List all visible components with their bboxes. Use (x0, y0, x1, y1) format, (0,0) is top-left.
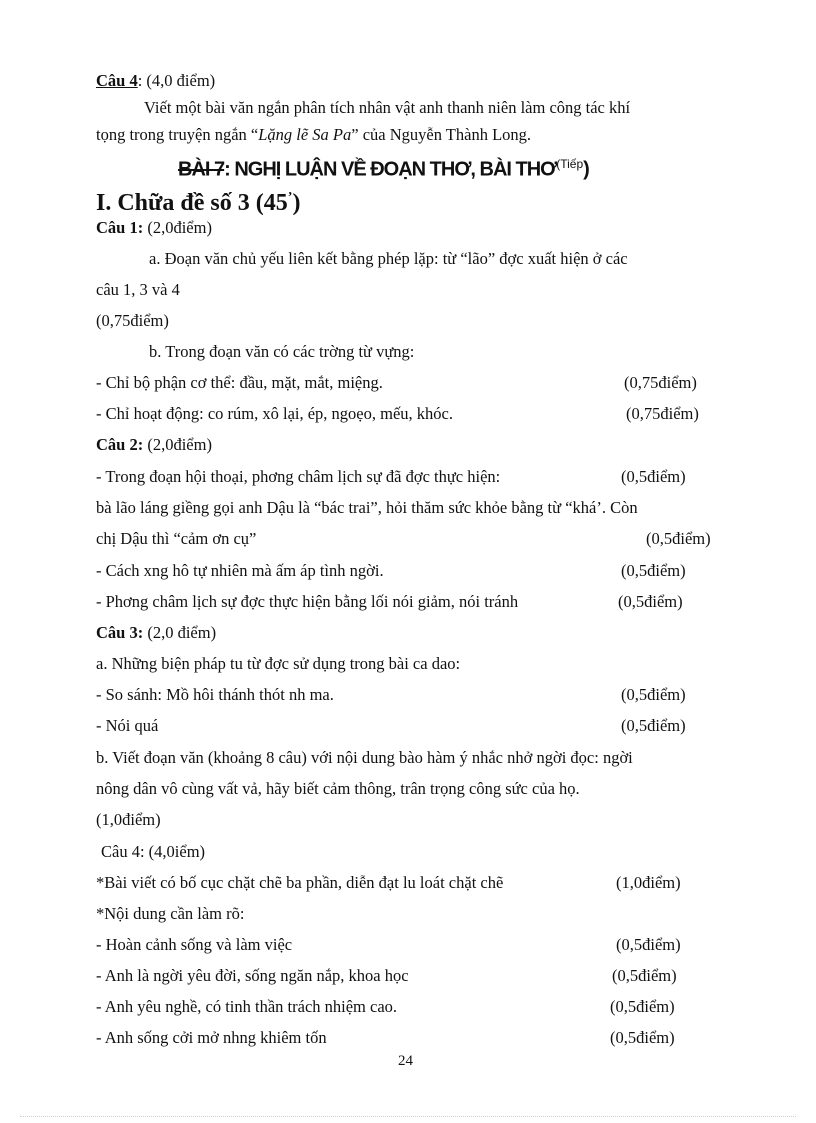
cau3-b-line2: nông dân vô cùng vất vả, hãy biết cảm thông, trân trọng công sức của họ. (96, 779, 580, 798)
cau3-b-score: (1,0điểm) (96, 810, 161, 829)
cau1-points: (2,0điểm) (143, 218, 212, 237)
cau4-item-score: (0,5điểm) (610, 1028, 675, 1047)
cau3-item2-score: (0,5điểm) (621, 716, 686, 735)
section-title-close: ) (292, 190, 301, 216)
lesson-title (178, 152, 589, 182)
section-title (96, 183, 300, 218)
cau2-line3-score: (0,5điểm) (646, 529, 711, 548)
cau4-item: - Anh là ngời yêu đời, sống ngăn nắp, khoa học (96, 966, 409, 985)
cau4-line1: *Bài viết có bố cục chặt chẽ ba phần, diễn đạt lu loát chặt chẽ (96, 873, 504, 892)
cau4-item-score: (0,5điểm) (616, 935, 681, 954)
cau1-a-score: (0,75điểm) (96, 311, 169, 330)
lesson-sup: (Tiếp (556, 157, 584, 171)
cau1-item: - Chỉ hoạt động: co rúm, xô lại, ép, ngoẹo, mếu, khóc. (96, 404, 453, 423)
section-title-text: I. Chữa đề số 3 (45 (96, 190, 288, 216)
cau4-item-score: (0,5điểm) (610, 997, 675, 1016)
cau4-item: - Anh yêu nghề, có tinh thần trách nhiệm cao. (96, 997, 398, 1016)
cau2-line5-score: (0,5điểm) (618, 592, 683, 611)
q4-prompt-line2 (96, 125, 531, 145)
cau2-line4-score: (0,5điểm) (621, 561, 686, 580)
cau1-heading (96, 218, 212, 238)
cau2-line1: - Trong đoạn hội thoại, phơng châm lịch sự đã đợc thực hiện: (96, 467, 501, 486)
q4-points: : (4,0 điểm) (137, 71, 216, 90)
cau2-points: (2,0điểm) (143, 435, 212, 454)
page-bottom-divider (20, 1116, 796, 1117)
cau1-b-line: b. Trong đoạn văn có các trờng từ vựng: (149, 342, 415, 361)
story-title: Lặng lẽ Sa Pa (258, 125, 352, 144)
cau2-line3: chị Dậu thì “cảm ơn cụ” (96, 529, 257, 548)
q4-prompt-post: ” của Nguyễn Thành Long. (351, 125, 532, 144)
cau3-item1: - So sánh: Mồ hôi thánh thót nh ma. (96, 685, 334, 704)
cau1-item: - Chỉ bộ phận cơ thể: đầu, mặt, mắt, miệng. (96, 373, 383, 392)
cau4-heading: Câu 4: (4,0iểm) (101, 842, 206, 861)
cau1-item-score: (0,75điểm) (624, 373, 697, 392)
page-number: 24 (398, 1053, 413, 1069)
section-title-sup: ’ (287, 190, 293, 205)
cau3-item2: - Nói quá (96, 716, 159, 735)
lesson-close: ) (583, 158, 589, 181)
cau2-label: Câu 2: (96, 435, 144, 454)
cau1-a-line1: a. Đoạn văn chủ yếu liên kết bằng phép lặp: từ “lão” đợc xuất hiện ở các (149, 249, 628, 268)
lesson-title-text: : NGHỊ LUẬN VỀ ĐOẠN THƠ, BÀI THƠ (224, 158, 557, 181)
cau3-label: Câu 3: (96, 623, 144, 642)
cau3-a-line: a. Những biện pháp tu từ đợc sử dụng trong bài ca dao: (96, 654, 461, 673)
cau2-line2: bà lão láng giềng gọi anh Dậu là “bác trai”, hỏi thăm sức khỏe bằng từ “khá’. Còn (96, 498, 638, 517)
cau2-line1-score: (0,5điểm) (621, 467, 686, 486)
cau2-line5: - Phơng châm lịch sự đợc thực hiện bằng lối nói giảm, nói tránh (96, 592, 519, 611)
cau3-points: (2,0 điểm) (143, 623, 217, 642)
cau1-item-score: (0,75điểm) (626, 404, 699, 423)
cau2-heading (96, 435, 212, 455)
cau4-item: - Hoàn cảnh sống và làm việc (96, 935, 293, 954)
q4-heading (96, 71, 215, 91)
cau3-heading (96, 623, 216, 643)
q4-prompt-pre: tọng trong truyện ngắn “ (96, 125, 259, 144)
cau1-label: Câu 1: (96, 218, 144, 237)
cau4-line1-score: (1,0điểm) (616, 873, 681, 892)
cau4-item: - Anh sống cởi mở nhng khiêm tốn (96, 1028, 327, 1047)
cau1-a-line2: câu 1, 3 và 4 (96, 280, 180, 299)
cau4-line2: *Nội dung cần làm rõ: (96, 904, 245, 923)
cau3-item1-score: (0,5điểm) (621, 685, 686, 704)
cau2-line4: - Cách xng hô tự nhiên mà ấm áp tình ngời. (96, 561, 384, 580)
q4-label: Câu 4 (96, 71, 138, 90)
q4-prompt-line1: Viết một bài văn ngắn phân tích nhân vật anh thanh niên làm công tác khí (144, 98, 631, 117)
cau3-b-line1: b. Viết đoạn văn (khoảng 8 câu) với nội dung bào hàm ý nhắc nhở ngời đọc: ngời (96, 748, 633, 767)
lesson-label: BÀI 7 (178, 158, 225, 181)
cau4-item-score: (0,5điểm) (612, 966, 677, 985)
